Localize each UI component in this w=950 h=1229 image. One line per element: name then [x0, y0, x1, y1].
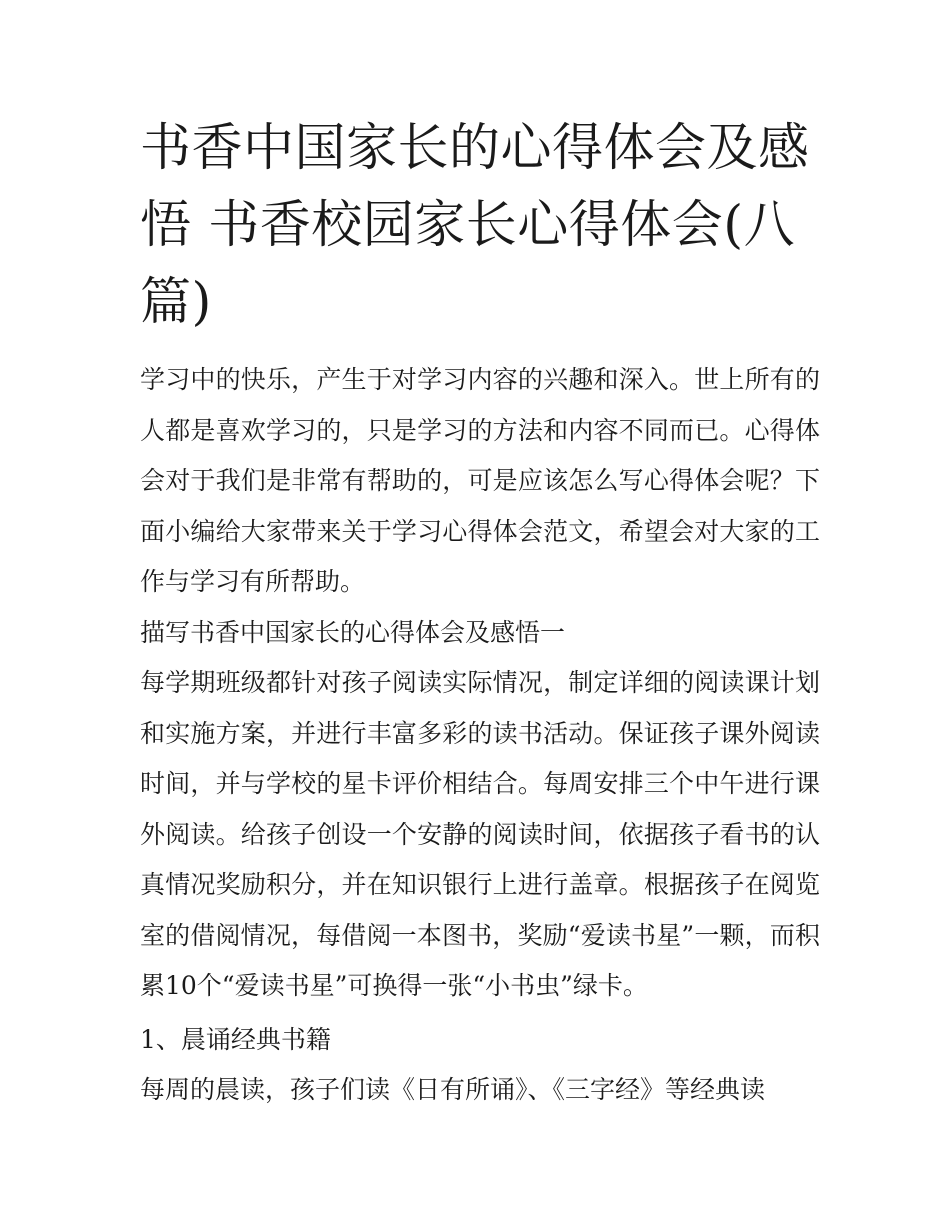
intro-paragraph: 学习中的快乐，产生于对学习内容的兴趣和深入。世上所有的人都是喜欢学习的，只是学习的方法和内容不同而已。心得体会对于我们是非常有帮助的，可是应该怎么写心得体会呢？下面小编给大家带来关于学习心得体会范文，希望会对大家的工作与学习有所帮助。 — [140, 365, 820, 596]
document-title: 书香中国家长的心得体会及感悟 书香校园家长心得体会(八篇) — [140, 119, 810, 332]
document-body — [140, 355, 820, 1116]
section-paragraph: 每学期班级都针对孩子阅读实际情况，制定详细的阅读课计划和实施方案，并进行丰富多彩的读书活动。保证孩子课外阅读时间，并与学校的星卡评价相结合。每周安排三个中午进行课外阅读。给孩子创设一个安静的阅读时间，依据孩子看书的认真情况奖励积分，并在知识银行上进行盖章。根据孩子在阅览室的借阅情况，每借阅一本图书，奖励“爱读书星”一颗，而积累10个“爱读书星”可换得一张“小书虫”绿卡。 — [140, 668, 820, 1000]
item-heading: 1、晨诵经典书籍 — [140, 1024, 331, 1054]
item-paragraph: 每周的晨读，孩子们读《日有所诵》、《三字经》等经典读 — [140, 1075, 766, 1104]
section-heading: 描写书香中国家长的心得体会及感悟一 — [140, 617, 566, 647]
